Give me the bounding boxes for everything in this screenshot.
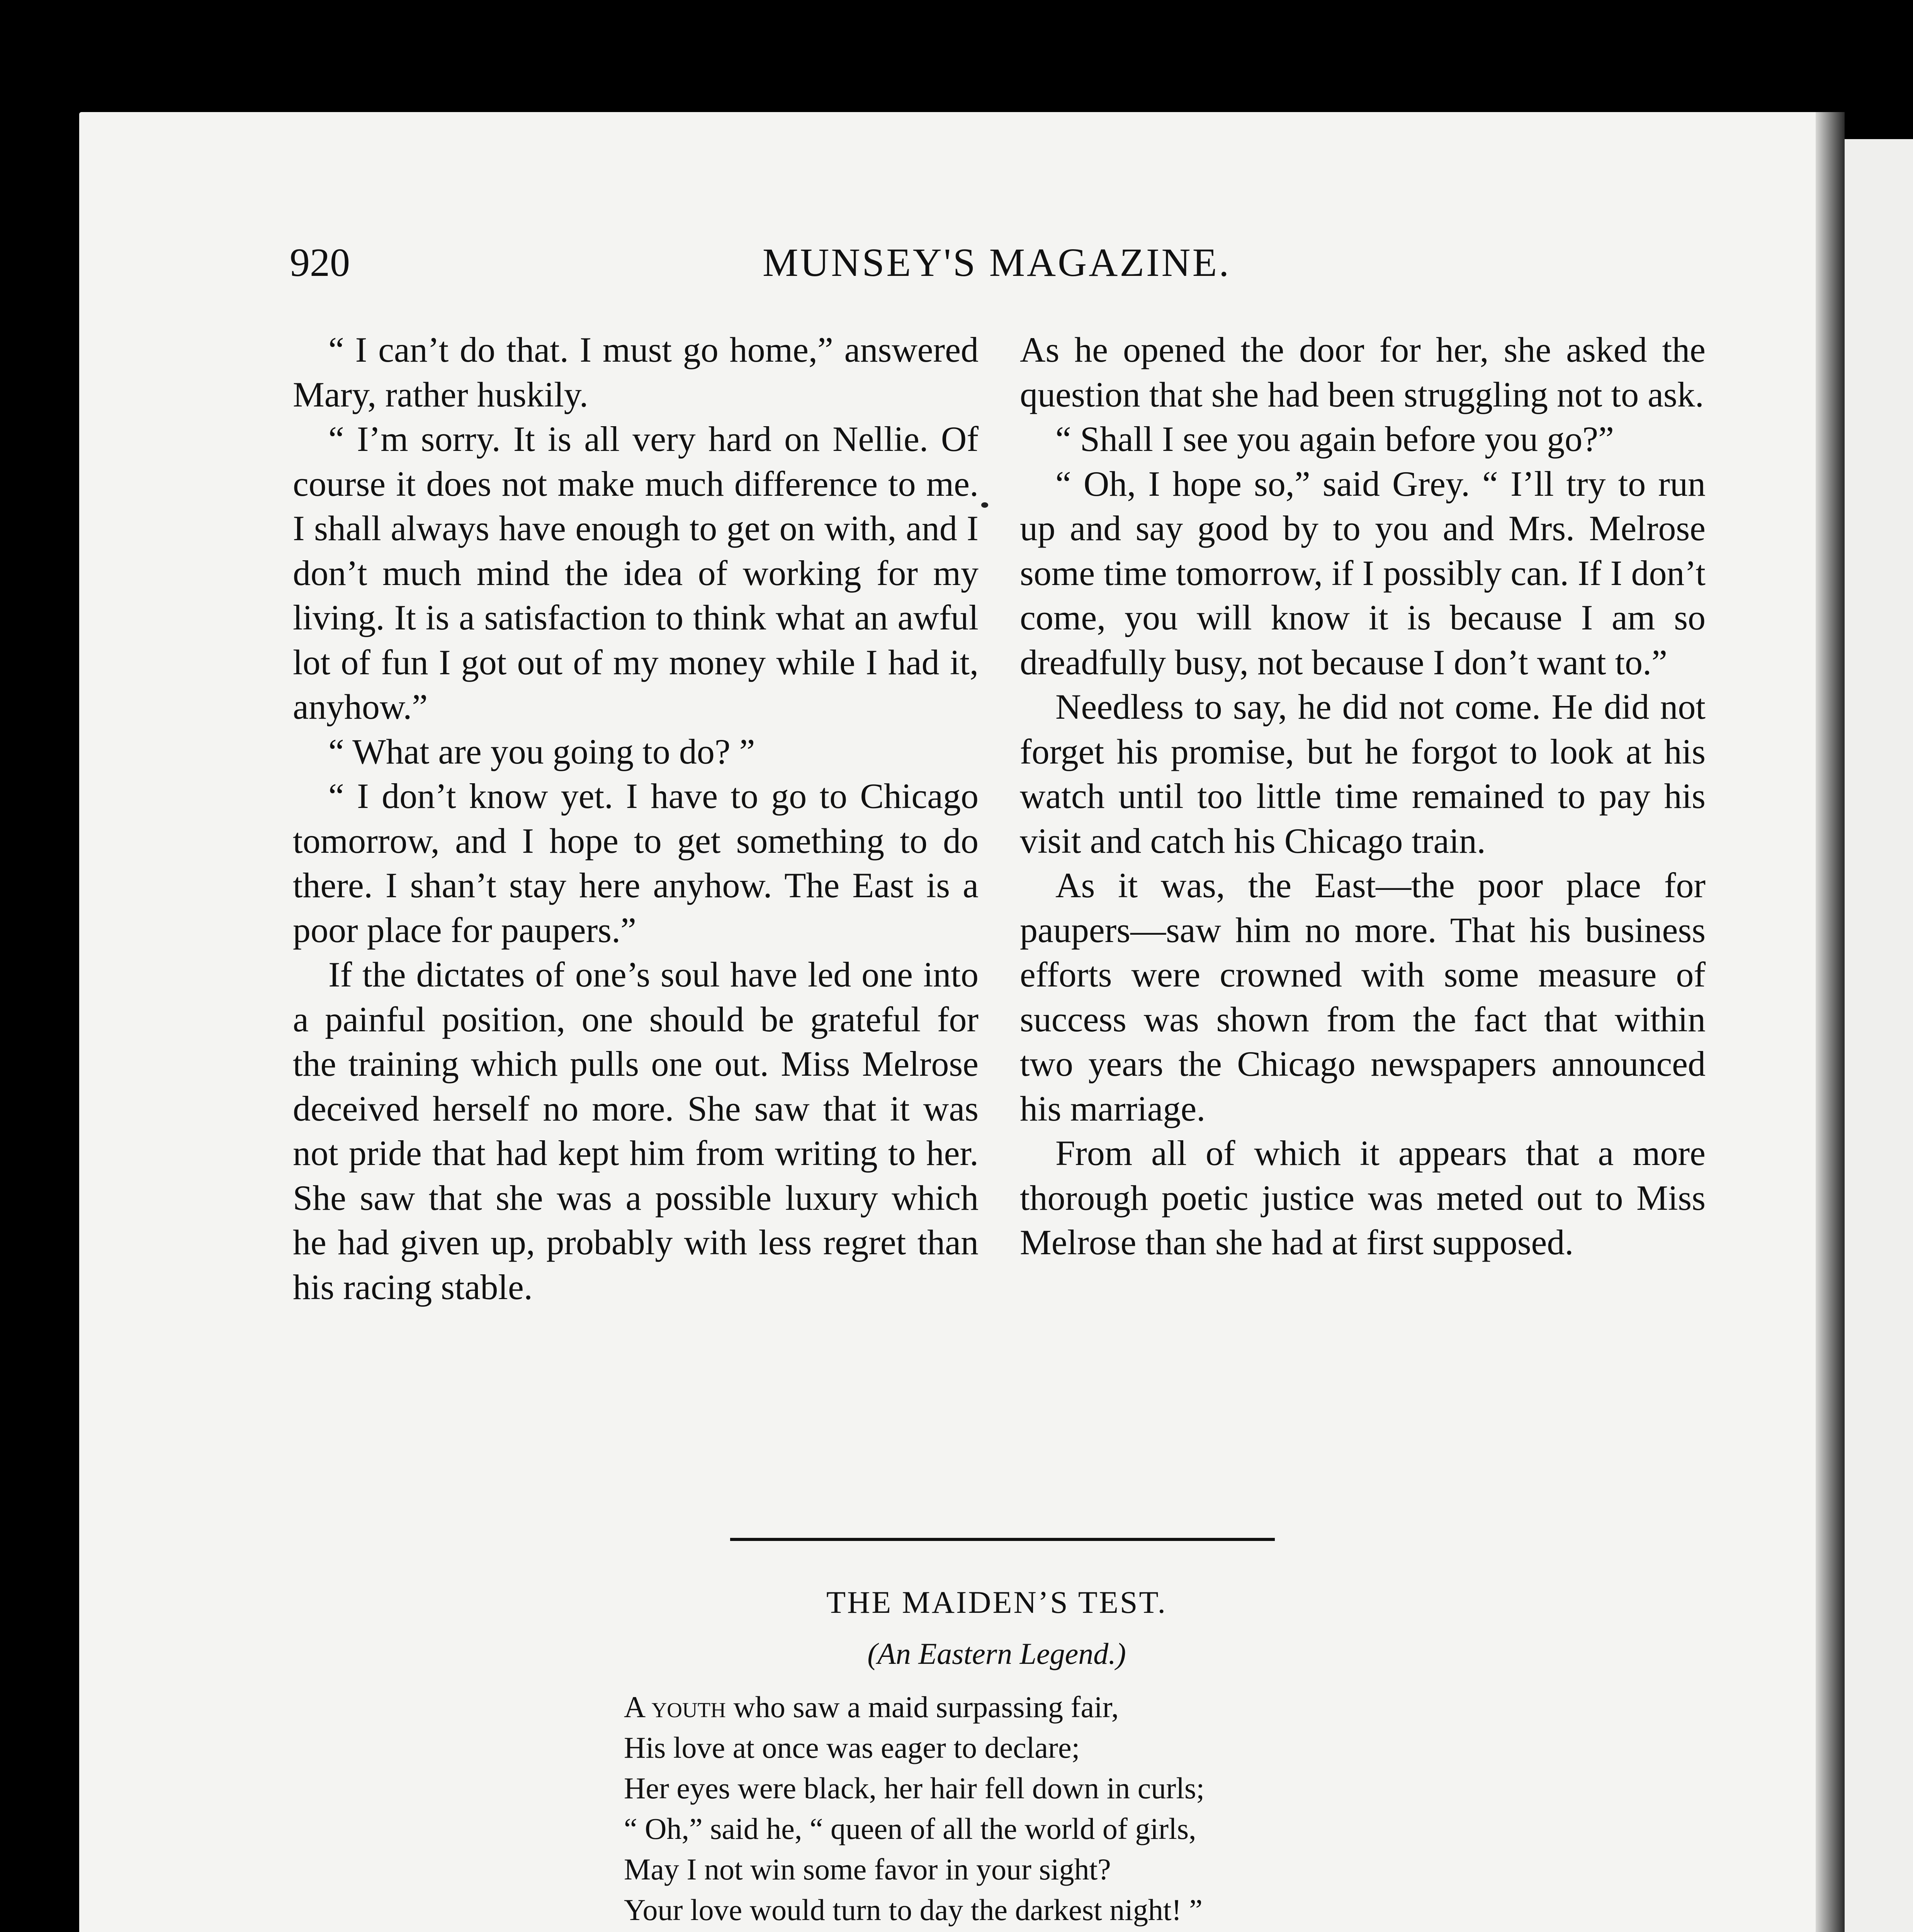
- magazine-title: MUNSEY'S MAGAZINE.: [762, 240, 1231, 285]
- poem-line: His love at once was eager to declare;: [624, 1731, 1080, 1764]
- section-divider: [730, 1538, 1275, 1541]
- poem-line: [624, 1687, 1667, 1727]
- right-column: [1020, 328, 1706, 1265]
- poem-subtitle: (An Eastern Legend.): [867, 1637, 1126, 1670]
- poem-title: THE MAIDEN’S TEST.: [826, 1585, 1167, 1620]
- paragraph: “ What are you going to do? ”: [328, 731, 755, 771]
- poem-line: Your love would turn to day the darkest night! ”: [624, 1893, 1203, 1927]
- poem-line-text: who saw a maid surpassing fair,: [726, 1690, 1119, 1724]
- poem-stanza: [624, 1687, 1667, 1930]
- page-header: [290, 240, 1704, 294]
- paragraph: If the dictates of one’s soul have led one into a painful position, one should be grateful for the training which pulls one out. Miss Melrose deceived herself no more. She saw that it was not pride that had kept him from writing to her. She saw that she was a possible luxury which he had given up, probably with less regret than his racing stable.: [293, 955, 979, 1307]
- paragraph: “ I can’t do that. I must go home,” answered Mary, rather huskily.: [293, 330, 979, 414]
- paragraph: “ Oh, I hope so,” said Grey. “ I’ll try to run up and say good by to you and Mrs. Melrose some time tomorrow, if I possibly can. If I don’t come, you will know it is because I am so dreadfully busy, not because I don’t want to.”: [1020, 464, 1706, 682]
- paragraph: As it was, the East—the poor place for paupers—saw him no more. That his business efforts were crowned with some measure of success was shown from the fact that within two years the Chicago newspapers announced his marriage.: [1020, 866, 1706, 1128]
- print-speck: [981, 502, 988, 508]
- paragraph: Needless to say, he did not come. He did not forget his promise, but he forgot to look at his watch until too little time remained to pay his visit and catch his Chicago train.: [1020, 687, 1706, 861]
- paragraph: “ I’m sorry. It is all very hard on Nellie. Of course it does not make much difference to me. I shall always have enough to get on with, and I don’t much mind the idea of working for my living. It is a satisfaction to think what an awful lot of fun I got out of my money while I had it, anyhow.”: [293, 419, 979, 726]
- page-gutter: [1816, 112, 1845, 1932]
- paragraph: From all of which it appears that a more thorough poetic justice was meted out to Miss Melrose than she had at first supposed.: [1020, 1133, 1706, 1262]
- left-column: [293, 328, 979, 1310]
- poem-line: Her eyes were black, her hair fell down in curls;: [624, 1771, 1205, 1805]
- paragraph: “ Shall I see you again before you go?”: [1055, 419, 1614, 459]
- poem-line: “ Oh,” said he, “ queen of all the world of girls,: [624, 1812, 1196, 1845]
- paragraph: “ I don’t know yet. I have to go to Chicago tomorrow, and I hope to get something to do there. I shan’t stay here anyhow. The East is a poor place for paupers.”: [293, 776, 979, 950]
- poem-body: [624, 1687, 1667, 1932]
- facing-page-edge: [1845, 139, 1913, 1932]
- poem-first-word: A youth: [624, 1690, 726, 1724]
- paragraph: As he opened the door for her, she asked the question that she had been struggling not to ask.: [1020, 330, 1706, 414]
- poem-line: May I not win some favor in your sight?: [624, 1852, 1111, 1886]
- page-number: 920: [290, 240, 350, 285]
